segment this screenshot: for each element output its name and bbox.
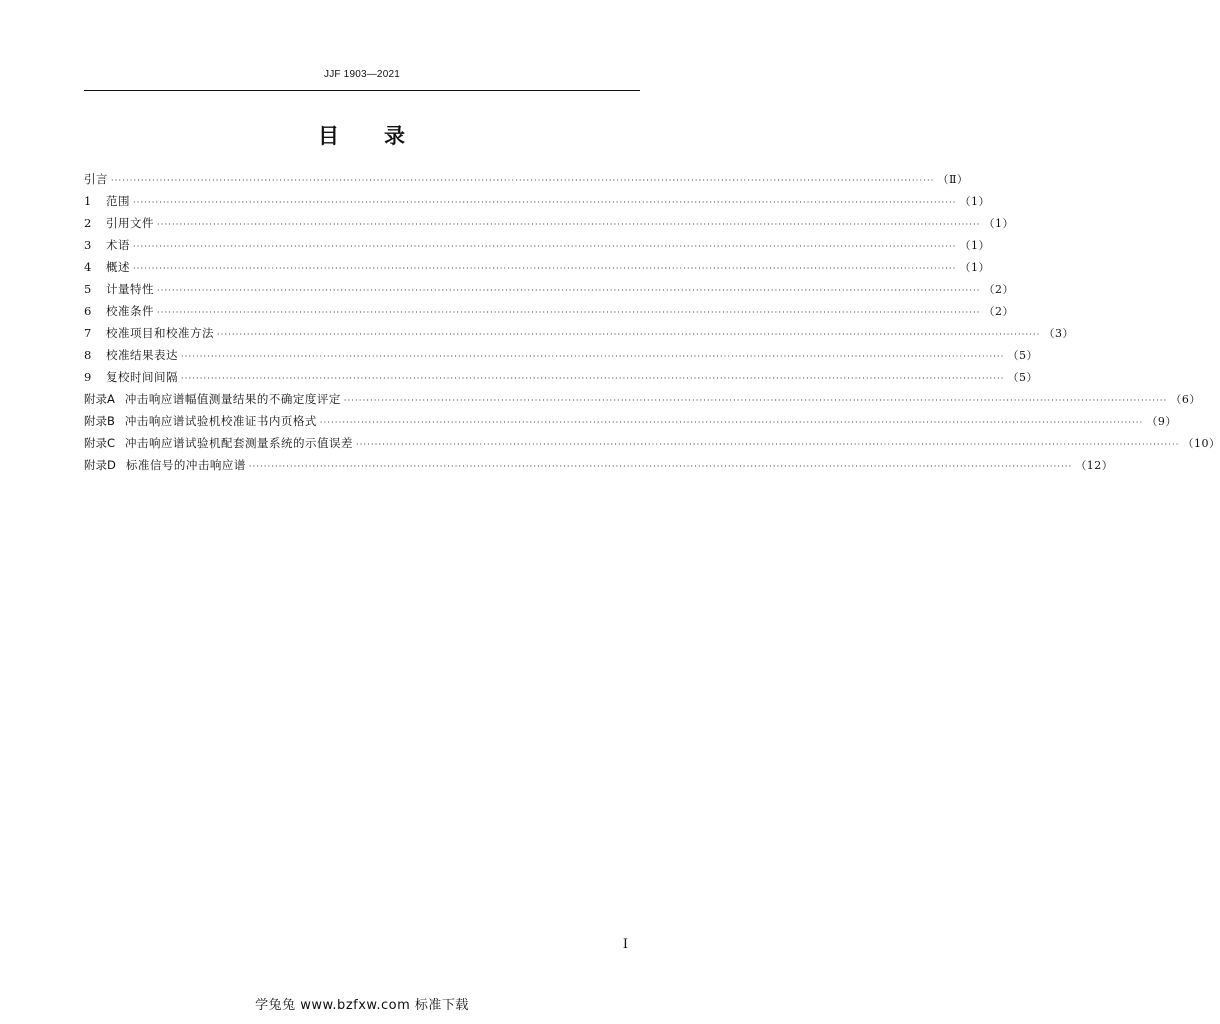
toc-entry-number: 9 <box>84 370 92 384</box>
toc-entry-title: 冲击响应谱试验机配套测量系统的示值误差 <box>125 436 354 450</box>
toc-entry-page: （5） <box>1007 371 1038 384</box>
toc-entry-appendix-label: 附录B <box>84 414 115 428</box>
toc-entry[interactable] <box>84 388 1201 410</box>
toc-entry-title: 校准结果表达 <box>106 348 178 362</box>
toc-leader-dots: ···························································································································································································································· <box>319 418 1144 427</box>
toc-entry-page: （1） <box>959 239 990 252</box>
toc-entry-title: 复校时间间隔 <box>106 370 178 384</box>
toc-entry-page: （10） <box>1182 437 1220 450</box>
toc-entry-page: （2） <box>983 283 1014 296</box>
toc-title-char-2: 录 <box>384 124 406 148</box>
toc-entry-title: 范围 <box>106 194 130 208</box>
toc-entry-title: 计量特性 <box>106 282 154 296</box>
toc-entry[interactable] <box>84 300 1014 322</box>
toc-entry-number: 8 <box>84 348 92 362</box>
toc-entry-title: 标准信号的冲击响应谱 <box>125 458 246 472</box>
toc-entry-page: （3） <box>1043 327 1074 340</box>
page-header-standard-code: JJF 1903—2021 <box>324 69 400 80</box>
toc-leader-dots: ···························································································································································································································· <box>181 352 1005 361</box>
toc-entry-number: 5 <box>84 282 92 296</box>
toc-entry-page: （9） <box>1146 415 1177 428</box>
toc-leader-dots: ···························································································································································································································· <box>133 198 957 207</box>
toc-leader-dots: ···························································································································································································································· <box>181 374 1005 383</box>
toc-entry[interactable] <box>84 256 990 278</box>
toc-entry[interactable] <box>84 344 1038 366</box>
toc-leader-dots: ···························································································································································································································· <box>157 286 981 295</box>
toc-entry-number: 1 <box>84 194 92 208</box>
toc-entry[interactable] <box>84 234 990 256</box>
toc-leader-dots: ···························································································································································································································· <box>217 330 1041 339</box>
toc-entry-number: 7 <box>84 326 92 340</box>
toc-entry-page: （1） <box>959 195 990 208</box>
toc-entry-page: （6） <box>1170 393 1201 406</box>
toc-entry[interactable] <box>84 454 1114 476</box>
toc-entry[interactable] <box>84 212 1014 234</box>
toc-entry[interactable] <box>84 432 1220 454</box>
toc-entry-page: （Ⅱ） <box>937 173 969 186</box>
toc-entry-number: 3 <box>84 238 92 252</box>
toc-entry-page: （1） <box>983 217 1014 230</box>
toc-leader-dots: ···························································································································································································································· <box>356 440 1180 449</box>
toc-entry-appendix-label: 附录D <box>84 458 116 472</box>
toc-entry[interactable] <box>84 278 1014 300</box>
toc-title <box>84 120 640 150</box>
toc-entry[interactable] <box>84 410 1177 432</box>
toc-entry-appendix-label: 附录C <box>84 436 116 450</box>
toc-entry[interactable] <box>84 366 1038 388</box>
toc-leader-dots: ···························································································································································································································· <box>157 308 981 317</box>
toc-entry-page: （2） <box>983 305 1014 318</box>
toc-title-char-1: 目 <box>318 124 340 148</box>
toc-entry-title: 校准项目和校准方法 <box>106 326 214 340</box>
toc-leader-dots: ···························································································································································································································· <box>343 396 1168 405</box>
toc-leader-dots: ···························································································································································································································· <box>111 176 935 185</box>
toc-entry-title: 冲击响应谱幅值测量结果的不确定度评定 <box>124 392 341 406</box>
toc-entry-title: 冲击响应谱试验机校准证书内页格式 <box>124 414 317 428</box>
toc-leader-dots: ···························································································································································································································· <box>133 264 957 273</box>
toc-entry[interactable] <box>84 168 969 190</box>
toc-entry-title: 引言 <box>84 172 108 186</box>
toc-entry-number: 6 <box>84 304 92 318</box>
table-of-contents <box>84 168 1220 476</box>
toc-leader-dots: ···························································································································································································································· <box>248 462 1073 471</box>
toc-entry-title: 术语 <box>106 238 130 252</box>
toc-entry-title: 校准条件 <box>106 304 154 318</box>
toc-leader-dots: ···························································································································································································································· <box>133 242 957 251</box>
watermark-footer: 学兔兔 www.bzfxw.com 标准下载 <box>255 998 469 1013</box>
toc-entry-title: 引用文件 <box>106 216 154 230</box>
toc-entry-page: （12） <box>1075 459 1114 472</box>
toc-entry-number: 2 <box>84 216 92 230</box>
toc-entry[interactable] <box>84 190 990 212</box>
toc-entry-appendix-label: 附录A <box>84 392 115 406</box>
toc-entry-title: 概述 <box>106 260 130 274</box>
toc-entry[interactable] <box>84 322 1074 344</box>
toc-entry-page: （5） <box>1007 349 1038 362</box>
header-rule <box>84 90 640 91</box>
toc-entry-page: （1） <box>959 261 990 274</box>
toc-entry-number: 4 <box>84 260 92 274</box>
toc-leader-dots: ···························································································································································································································· <box>157 220 981 229</box>
page-number: I <box>622 937 628 952</box>
